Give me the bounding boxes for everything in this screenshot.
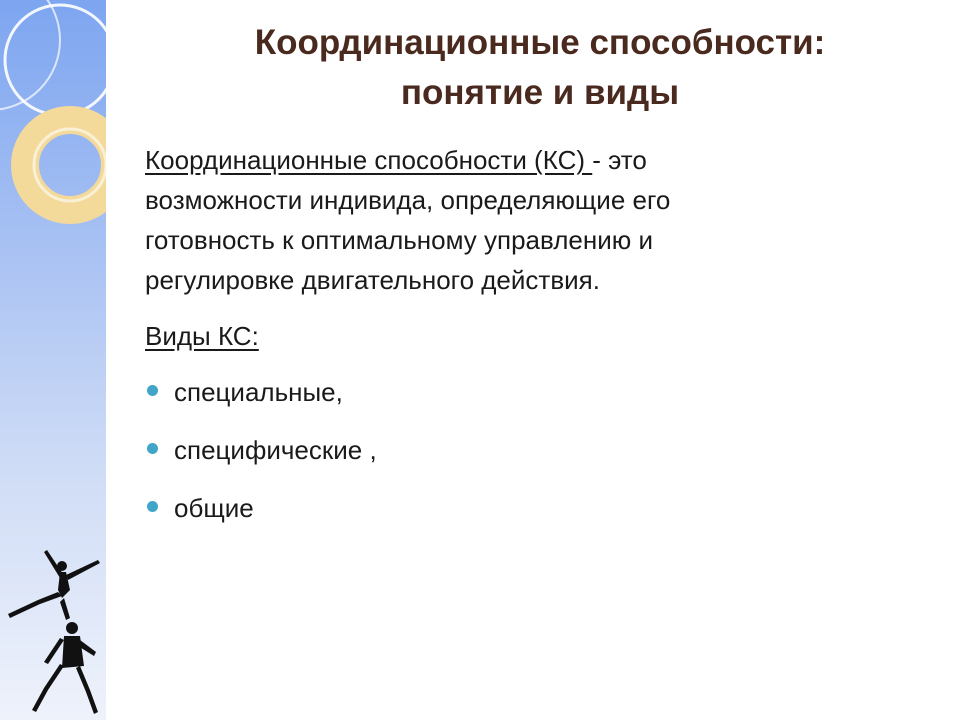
bullet-dot-icon xyxy=(147,443,158,454)
slide-title xyxy=(150,18,930,118)
list-item xyxy=(145,372,925,412)
definition-term: Координационные способности (КС) xyxy=(145,145,593,175)
types-list xyxy=(145,372,925,528)
bullet-dot-icon xyxy=(147,385,158,396)
title-line-1: Координационные способности: xyxy=(254,23,826,62)
definition-line-4: регулировке двигательного действия. xyxy=(145,265,600,295)
definition-rest: - это xyxy=(592,145,647,175)
list-item xyxy=(145,488,925,528)
list-item xyxy=(145,430,925,470)
definition-line-2: возможности индивида, определяющие его xyxy=(145,185,671,215)
types-heading: Виды КС: xyxy=(145,321,259,351)
type-label: общие xyxy=(174,493,254,523)
type-label: специфические , xyxy=(174,435,377,465)
definition-line-3: готовность к оптимальному управлению и xyxy=(145,225,653,255)
definition-paragraph xyxy=(145,140,925,300)
slide-body xyxy=(145,140,925,546)
title-line-2: понятие и виды xyxy=(400,73,680,112)
type-label: специальные, xyxy=(174,377,343,407)
rings-acrobats-icon xyxy=(0,0,106,720)
bullet-dot-icon xyxy=(147,501,158,512)
